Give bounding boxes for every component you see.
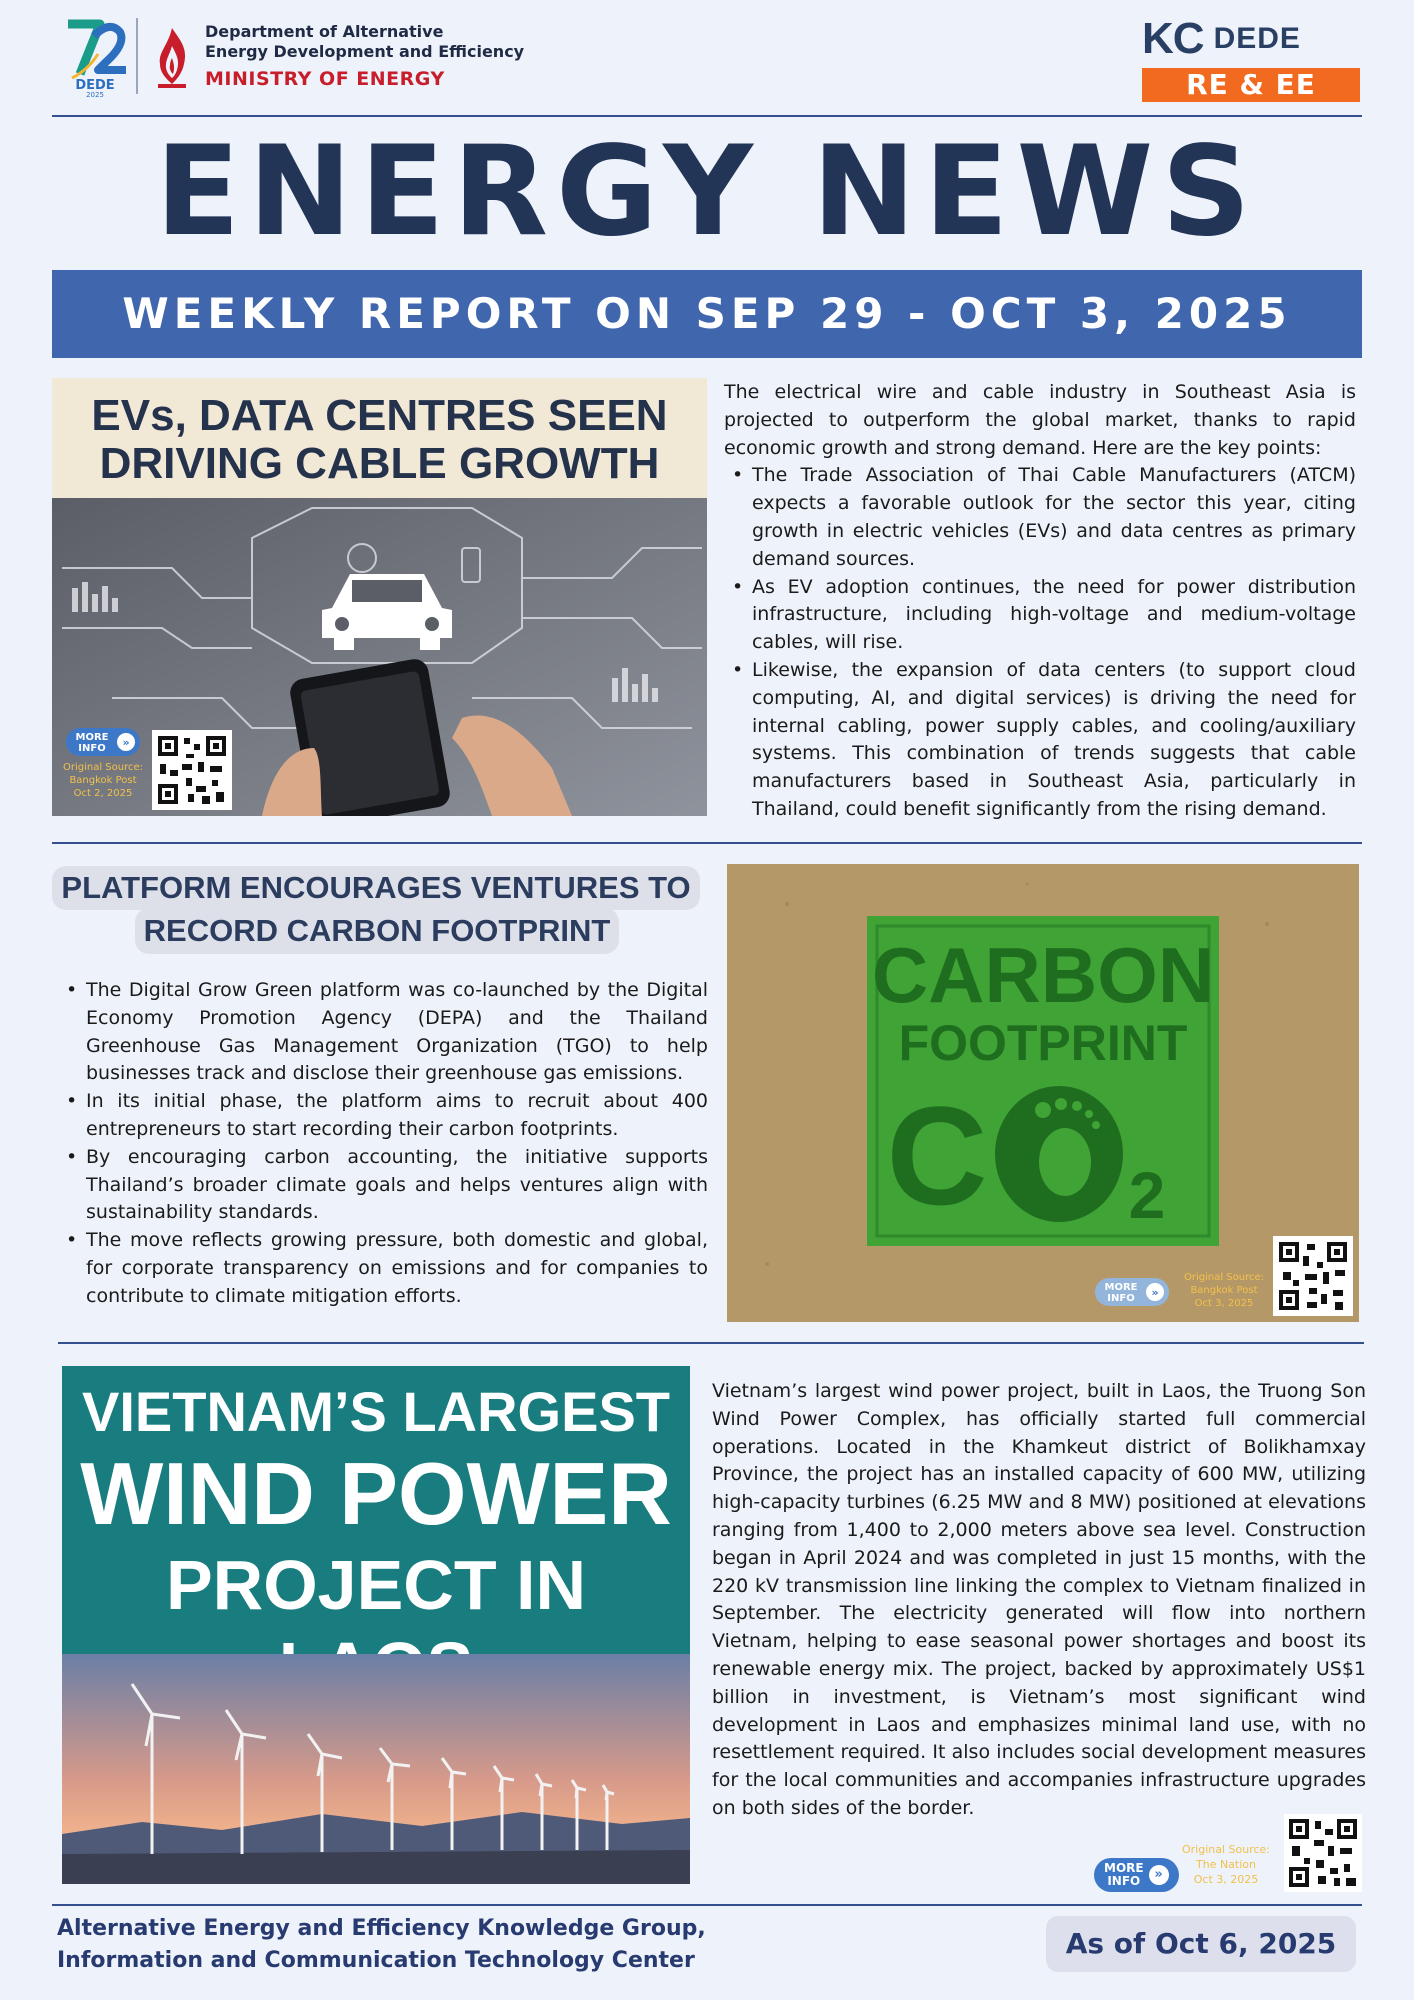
- section-divider: [58, 1342, 1364, 1344]
- article1-bullet: • As EV adoption continues, the need for power distribution infrastructure, including high-voltage and medium-voltage cables, will rise.: [724, 574, 1356, 657]
- article1-text: [724, 379, 1356, 824]
- kc-dede-logo: [1142, 14, 1360, 102]
- section-divider: [52, 842, 1362, 844]
- wind-image-line1: VIETNAM’S LARGEST: [81, 1380, 671, 1443]
- kc-dede-text: DEDE: [1213, 22, 1301, 55]
- article3-body: Vietnam’s largest wind power project, built in Laos, the Truong Son Wind Power Complex, has officially started full commercial operations. Located in the Khamkeut district of Bolikhamxay Province, the project has an installed capacity of 600 MW, utilizing high-capacity turbines (6.25 MW and 8 MW) positioned at elevations ranging from 1,400 to 2,000 meters above sea level. Construction began in April 2024 and was completed in just 15 months, with the 220 kV transmission line linking the complex to Vietnam finalized in September. The electricity generated will flow into northern Vietnam, helping to ease seasonal power shortages and boost its renewable energy mix. The project, backed by approximately US$1 billion in investment, is Vietnam’s most significant wind development in Laos and emphasizes minimal land use, with no resettlement required. It also includes social development measures for the local communities and accompanies infrastructure upgrades on both sides of the border.: [712, 1380, 1366, 1819]
- wind-turbines-illustration: [62, 1654, 690, 1884]
- wind-image-line2: WIND POWER: [80, 1444, 672, 1543]
- article3-more-info-line1: MORE: [1104, 1861, 1144, 1875]
- article3-text: [712, 1378, 1366, 1823]
- department-name-line2: Energy Development and Efficiency: [205, 42, 525, 61]
- svg-text:»: »: [122, 736, 130, 749]
- article1-image-title-line2: DRIVING CABLE GROWTH: [99, 439, 660, 488]
- re-ee-badge: RE & EE: [1142, 68, 1360, 102]
- article3-source-line3: Oct 3, 2025: [1193, 1873, 1259, 1886]
- article1-image: [52, 378, 707, 816]
- article2-source-line2: Bangkok Post: [1190, 1285, 1258, 1296]
- article1-bullet: • The Trade Association of Thai Cable Manufacturers (ATCM) expects a favorable outlook for the sector this year, citing growth in electric vehicles (EVs) and data centres as primary demand sources.: [724, 462, 1356, 573]
- as-of-date-badge: As of Oct 6, 2025: [1046, 1916, 1356, 1972]
- co2-c: C: [886, 1077, 988, 1234]
- carbon-footprint-image: [727, 864, 1359, 1322]
- header-divider: [136, 18, 138, 94]
- svg-text:MORE: MORE: [1104, 1282, 1138, 1293]
- department-name-line1: Department of Alternative: [205, 22, 444, 41]
- article2-bullet: • The Digital Grow Green platform was co-launched by the Digital Economy Promotion Agency (DEPA) and the Thailand Greenhouse Gas Management Organization (TGO) to help businesses track and disclose their greenhouse gas emissions.: [58, 977, 708, 1088]
- ministry-flame-icon: [150, 24, 194, 90]
- article1-source-line3: Oct 2, 2025: [73, 788, 133, 799]
- article3-source-line2: The Nation: [1196, 1858, 1256, 1871]
- article2-bullet: • The move reflects growing pressure, both domestic and global, for corporate transparency on emissions and for companies to contribute to climate mitigation efforts.: [58, 1227, 708, 1310]
- article2-title-line2: RECORD CARBON FOOTPRINT: [135, 908, 619, 954]
- svg-text:»: »: [1151, 1286, 1159, 1299]
- svg-text:INFO: INFO: [1107, 1293, 1135, 1304]
- ev-circuit-illustration: [52, 498, 707, 816]
- footer-org-line1: Alternative Energy and Efficiency Knowledge Group,: [57, 1916, 706, 1941]
- weekly-report-banner: WEEKLY REPORT ON SEP 29 - OCT 3, 2025: [52, 270, 1362, 358]
- wind-image-header: [62, 1366, 690, 1654]
- carbon-word: CARBON: [871, 931, 1215, 1019]
- ministry-name: MINISTRY OF ENERGY: [205, 68, 445, 90]
- article3-more-info-line2: INFO: [1107, 1874, 1141, 1888]
- article3-source: [1174, 1842, 1278, 1887]
- article1-intro: The electrical wire and cable industry in Southeast Asia is projected to outperform the global market, thanks to rapid economic growth and strong demand. Here are the key points:: [724, 381, 1356, 459]
- article3-qr-code[interactable]: [1284, 1814, 1362, 1892]
- article2-bullet: • By encouraging carbon accounting, the initiative supports Thailand’s broader climate goals and helps ventures align with sustainability standards.: [58, 1144, 708, 1227]
- article3-more-info-button[interactable]: [1094, 1858, 1179, 1892]
- article1-image-header: [52, 378, 707, 498]
- article1-image-title-line1: EVs, DATA CENTRES SEEN: [91, 391, 668, 440]
- footprint-o-icon: [995, 1086, 1123, 1222]
- svg-text:DEDE: DEDE: [75, 78, 115, 93]
- article2-bullet: • In its initial phase, the platform aims to recruit about 400 entrepreneurs to start recording their carbon footprints.: [58, 1088, 708, 1144]
- article3-source-line1: Original Source:: [1181, 1843, 1271, 1856]
- kc-logo-text: KC: [1142, 14, 1204, 63]
- chevron-right-icon: »: [1149, 1865, 1169, 1885]
- article1-source-line2: Bangkok Post: [69, 775, 137, 786]
- article2-qr-code: [1273, 1236, 1353, 1316]
- article2-text: [58, 977, 708, 1311]
- article1-bullet: • Likewise, the expansion of data centers (to support cloud computing, AI, and digital services) is driving the need for internal cabling, power supply cables, and cooling/auxiliary systems. This combination of trends suggests that cable manufacturers based in Southeast Asia, particularly in Thailand, could benefit significantly from the rising demand.: [724, 657, 1356, 824]
- header-rule: [52, 115, 1362, 117]
- footer-rule: [52, 1904, 1362, 1906]
- page-title: ENERGY NEWS: [155, 120, 1259, 264]
- footer-org-line2: Information and Communication Technology Center: [57, 1948, 695, 1973]
- footprint-word: FOOTPRINT: [898, 1015, 1188, 1071]
- article2-title-line1: PLATFORM ENCOURAGES VENTURES TO: [52, 866, 700, 910]
- svg-text:INFO: INFO: [78, 743, 106, 754]
- co2-subscript: 2: [1128, 1158, 1166, 1232]
- article2-source-line1: Original Source:: [1183, 1272, 1265, 1283]
- dede-72-logo: [58, 14, 132, 98]
- wind-power-image: [62, 1366, 690, 1884]
- carbon-footprint-illustration: [727, 864, 1359, 1322]
- svg-text:2025: 2025: [86, 91, 104, 98]
- article1-more-info: [66, 728, 140, 756]
- svg-text:MORE: MORE: [75, 732, 109, 743]
- article1-source-line1: Original Source:: [62, 762, 144, 773]
- wind-image-line3: PROJECT IN: [165, 1546, 587, 1624]
- article1-bullet-list: [724, 462, 1356, 823]
- article2-source-line3: Oct 3, 2025: [1194, 1298, 1254, 1309]
- article1-qr-code: [152, 730, 232, 810]
- article2-more-info: [1095, 1278, 1169, 1306]
- article2-bullet-list: [58, 977, 708, 1311]
